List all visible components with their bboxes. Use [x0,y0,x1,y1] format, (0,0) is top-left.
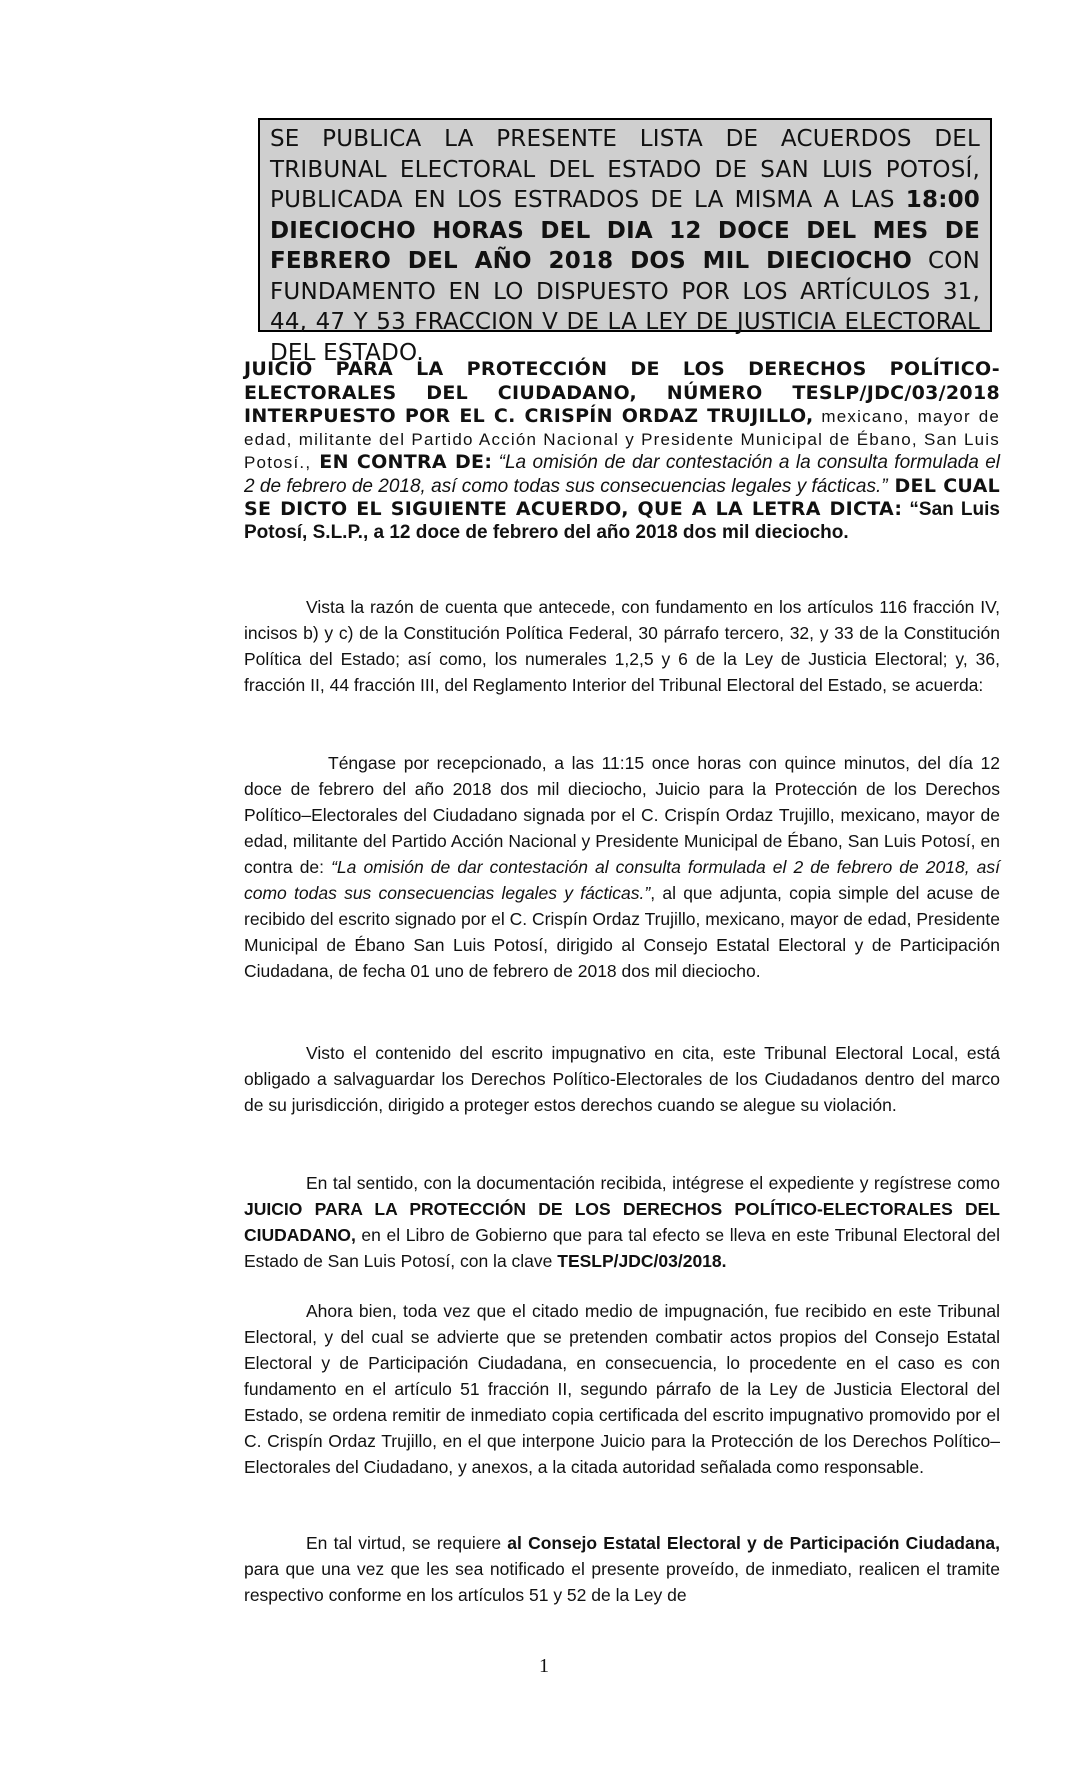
registration-case-key: TESLP/JDC/03/2018. [557,1251,727,1271]
notice-text: SE PUBLICA LA PRESENTE LISTA DE ACUERDOS DEL TRIBUNAL ELECTORAL DEL ESTADO DE SAN LUIS POTOSÍ, PUBLICADA EN LOS ESTRADOS DE LA MISMA A LAS [270,126,980,213]
requirement-authority: al Consejo Estatal Electoral y de Participación Ciudadana, [507,1533,1001,1553]
case-title: JUICIO PARA LA PROTECCIÓN DE LOS DERECHOS POLÍTICO-ELECTORALES DEL CIUDADANO, NÚMERO TESLP/JDC/03/2018 INTERPUESTO POR EL C. CRISPÍN ORDAZ TRUJILLO, [244,358,1000,427]
registration-case-type: JUICIO PARA LA PROTECCIÓN DE LOS DERECHOS POLÍTICO-ELECTORALES DEL CIUDADANO, [244,1199,1000,1245]
paragraph-registration [244,1170,1000,1274]
agreement-date: “San Luis Potosí, S.L.P., a 12 doce de febrero del año 2018 dos mil dieciocho. [244,499,1000,543]
case-party-details: mexicano, mayor de edad, militante del Partido Acción Nacional y Presidente Municipal de Ébano, San Luis Potosí., [244,407,1001,472]
page-number: 1 [539,1655,549,1677]
requirement-text-end: para que una vez que les sea notificado el presente proveído, de inmediato, realicen el tramite respectivo conforme en los artículos 51 y 52 de la Ley de [244,1559,1000,1605]
paragraph-reception [244,750,1000,984]
notice-bold-time: 18:00 DIECIOCHO HORAS DEL DIA 12 DOCE DEL MES DE FEBRERO DEL AÑO 2018 DOS MIL DIECIOCHO [270,187,980,274]
publication-notice-box [258,118,992,366]
paragraph-remittance: Ahora bien, toda vez que el citado medio de impugnación, fue recibido en este Tribunal Electoral, y del cual se advierte que se pretenden combatir actos propios del Consejo Estatal Electoral y de Participación Ciudadana, en consecuencia, lo procedente en el caso es con fundamento en el artículo 51 fracción II, segundo párrafo de la Ley de Justicia Electoral del Estado, se ordena remitir de inmediato copia certificada del escrito impugnativo promovido por el C. Crispín Ordaz Trujillo, en el que interpone Juicio para la Protección de los Derechos Político–Electorales del Ciudadano, y anexos, a la citada autoridad señalada como responsable. [244,1301,1000,1477]
requirement-text: En tal virtud, se requiere [306,1533,508,1553]
reception-text-end: , al que adjunta, copia simple del acuse de recibido del escrito signado por el C. Crispín Ordaz Trujillo, mexicano, mayor de edad, Presidente Municipal de Ébano San Luis Potosí, dirigido al Consejo Estatal Electoral y de Participación Ciudadana, de fecha 01 uno de febrero de 2018 dos mil dieciocho. [244,883,1001,981]
paragraph-legal-basis: Vista la razón de cuenta que antecede, con fundamento en los artículos 116 fracción IV, incisos b) y c) de la Constitución Política Federal, 30 párrafo tercero, 32, y 33 de la Constitución Política del Estado; así como, los numerales 1,2,5 y 6 de la Ley de Justicia Electoral; y, 36, fracción II, 44 fracción III, del Reglamento Interior del Tribunal Electoral del Estado, se acuerda: [244,597,1000,695]
registration-text: En tal sentido, con la documentación recibida, intégrese el expediente y regístrese como [306,1173,1000,1193]
claim-quote: “La omisión de dar contestación a la consulta formulada el 2 de febrero de 2018, así como todas sus consecuencias legales y fácticas.” [244,452,1000,497]
agreement-intro: DEL CUAL SE DICTO EL SIGUIENTE ACUERDO, QUE A LA LETRA DICTA: [244,474,1000,520]
paragraph-requirement [244,1530,1000,1608]
reception-text: Téngase por recepcionado, a las 11:15 once horas con quince minutos, del día 12 doce de febrero del año 2018 dos mil dieciocho, Juicio para la Protección de los Derechos Político–Electorales del Ciudadano signada por el C. Crispín Ordaz Trujillo, mexicano, mayor de edad, militante del Partido Acción Nacional y Presidente Municipal de Ébano, San Luis Potosí, en contra de: [244,753,1000,877]
notice-text-end: CON FUNDAMENTO EN LO DISPUESTO POR LOS ARTÍCULOS 31, 44, 47 Y 53 FRACCION V DE LA LEY DE JUSTICIA ELECTORAL DEL ESTADO. [270,248,980,366]
reception-quote: “La omisión de dar contestación al consulta formulada el 2 de febrero de 2018, así como todas sus consecuencias legales y fácticas.” [244,857,1000,903]
against-label: EN CONTRA DE: [311,451,493,473]
registration-text-mid: en el Libro de Gobierno que para tal efecto se lleva en este Tribunal Electoral del Estado de San Luis Potosí, con la clave [244,1225,1000,1271]
case-heading [244,358,1000,544]
paragraph-tribunal-obligation: Visto el contenido del escrito impugnativo en cita, este Tribunal Electoral Local, está obligado a salvaguardar los Derechos Político-Electorales de los Ciudadanos dentro del marco de su jurisdicción, dirigido a proteger estos derechos cuando se alegue su violación. [244,1043,1000,1115]
